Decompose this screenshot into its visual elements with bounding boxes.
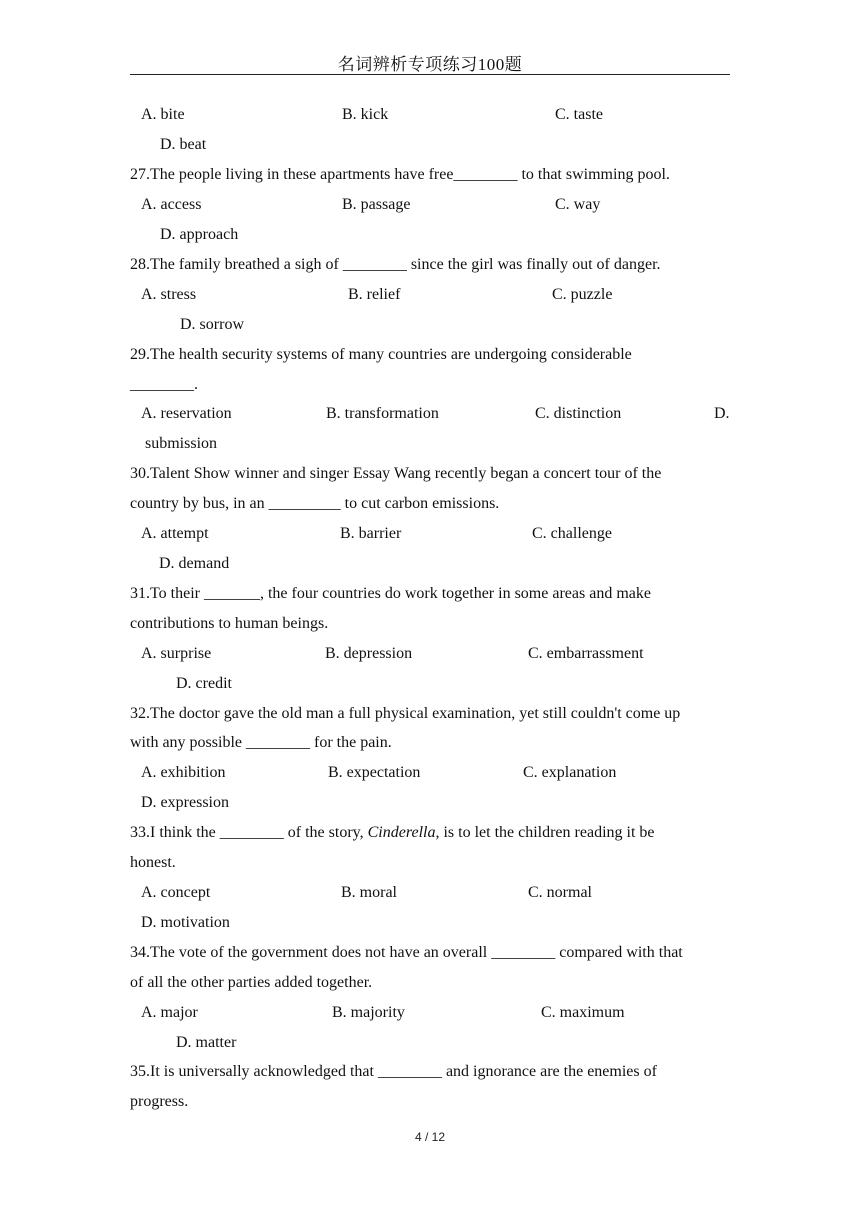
q33-option-b: B. moral — [341, 884, 397, 901]
header-divider — [130, 74, 730, 75]
q27-option-c: C. way — [555, 196, 601, 213]
q27-option-b: B. passage — [342, 196, 411, 213]
q33-option-a: A. concept — [141, 884, 211, 901]
q31-option-d: D. credit — [176, 675, 232, 692]
q33-stem-suffix: , is to let the children reading it be — [435, 824, 655, 841]
q33-stem-line-2: honest. — [130, 854, 176, 871]
q27-stem: 27.The people living in these apartments have free________ to that swimming pool. — [130, 166, 670, 183]
page-number: 4 / 12 — [414, 1130, 446, 1144]
q29-stem-line-1: 29.The health security systems of many countries are undergoing considerable — [130, 346, 632, 363]
document-title: 名词辨析专项练习100题 — [337, 55, 523, 74]
q29-stem-line-2: ________. — [130, 376, 198, 393]
tab-marker: . — [322, 416, 323, 421]
q30-stem-line-2: country by bus, in an _________ to cut carbon emissions. — [130, 495, 500, 512]
q29-option-d-text: submission — [145, 435, 218, 452]
q34-option-a: A. major — [141, 1004, 198, 1021]
q26-option-c: C. taste — [555, 106, 603, 123]
q31-option-a: A. surprise — [141, 645, 212, 662]
q29-option-a: A. reservation — [141, 405, 232, 422]
q26-option-a: A. bite — [141, 106, 185, 123]
q33-stem-prefix: 33.I think the ________ of the story, — [130, 824, 368, 841]
q32-option-d: D. expression — [141, 794, 229, 811]
q29-option-b: B. transformation — [326, 405, 439, 422]
q30-option-d: D. demand — [159, 555, 230, 572]
q33-option-d: D. motivation — [141, 914, 230, 931]
q32-option-c: C. explanation — [523, 764, 617, 781]
q29-option-c: C. distinction — [535, 405, 622, 422]
q34-option-c: C. maximum — [541, 1004, 625, 1021]
q34-stem-line-1: 34.The vote of the government does not have an overall ________ compared with that — [130, 944, 683, 961]
q33-option-c: C. normal — [528, 884, 592, 901]
q35-stem-line-2: progress. — [130, 1093, 189, 1110]
q31-option-c: C. embarrassment — [528, 645, 644, 662]
q26-option-b: B. kick — [342, 106, 389, 123]
q30-option-b: B. barrier — [340, 525, 402, 542]
q28-option-d: D. sorrow — [180, 316, 244, 333]
q34-option-d: D. matter — [176, 1034, 237, 1051]
q27-option-a: A. access — [141, 196, 202, 213]
tab-marker: . — [710, 416, 711, 421]
q30-option-a: A. attempt — [141, 525, 209, 542]
q30-option-c: C. challenge — [532, 525, 612, 542]
q34-stem-line-2: of all the other parties added together. — [130, 974, 373, 991]
q27-option-d: D. approach — [160, 226, 239, 243]
q30-stem-line-1: 30.Talent Show winner and singer Essay Wang recently began a concert tour of the — [130, 465, 662, 482]
q31-option-b: B. depression — [325, 645, 413, 662]
q28-option-c: C. puzzle — [552, 286, 613, 303]
q29-option-d-letter: D. — [714, 405, 730, 422]
tab-marker: . — [531, 416, 532, 421]
q28-option-b: B. relief — [348, 286, 401, 303]
q28-stem: 28.The family breathed a sigh of ________ since the girl was finally out of danger. — [130, 256, 661, 273]
q33-story-title: Cinderella — [367, 824, 436, 841]
q33-stem-line-1 — [130, 823, 655, 843]
q26-option-d: D. beat — [160, 136, 207, 153]
q28-option-a: A. stress — [141, 286, 197, 303]
q34-option-b: B. majority — [332, 1004, 405, 1021]
q32-stem-line-1: 32.The doctor gave the old man a full physical examination, yet still couldn't come up — [130, 705, 681, 722]
q35-stem-line-1: 35.It is universally acknowledged that ________ and ignorance are the enemies of — [130, 1063, 657, 1080]
q31-stem-line-2: contributions to human beings. — [130, 615, 329, 632]
q32-option-b: B. expectation — [328, 764, 421, 781]
q31-stem-line-1: 31.To their _______, the four countries do work together in some areas and make — [130, 585, 651, 602]
q32-option-a: A. exhibition — [141, 764, 226, 781]
q32-stem-line-2: with any possible ________ for the pain. — [130, 734, 392, 751]
